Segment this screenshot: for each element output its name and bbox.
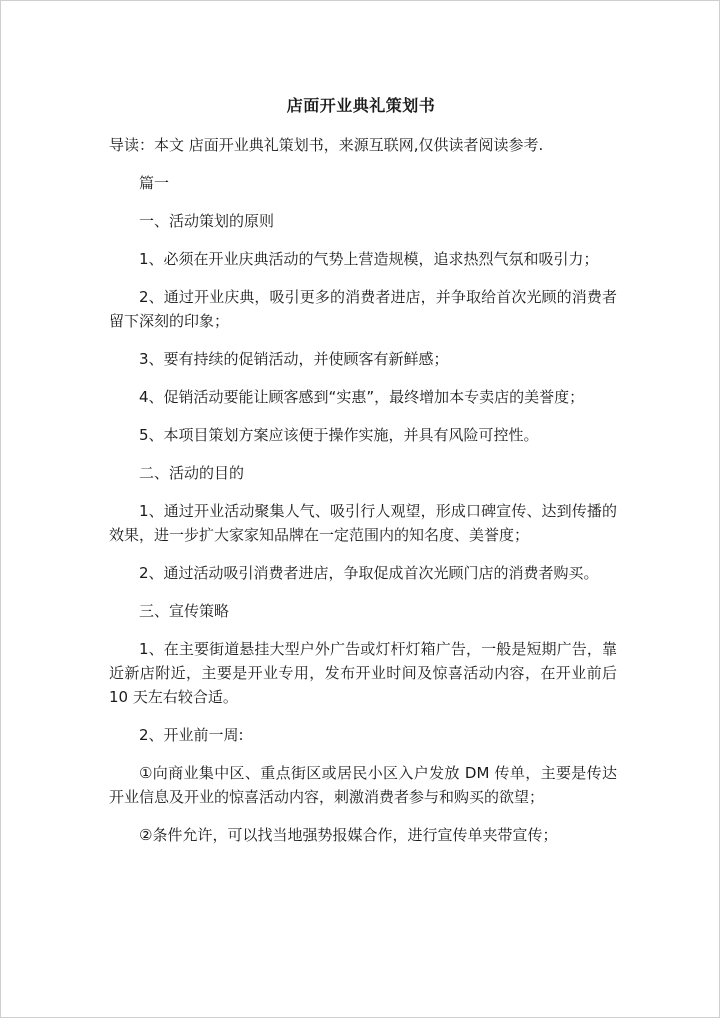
heading-1: 一、活动策划的原则 xyxy=(139,212,275,230)
document-body xyxy=(109,133,617,847)
paragraph: 2、通过开业庆典，吸引更多的消费者进店，并争取给首次光顾的消费者留下深刻的印象； xyxy=(109,288,617,330)
paragraph: 4、促销活动要能让顾客感到“实惠”，最终增加本专卖店的美誉度； xyxy=(139,388,585,406)
paragraph: 3、要有持续的促销活动，并使顾客有新鲜感； xyxy=(139,350,449,368)
paragraph: 1、通过开业活动聚集人气、吸引行人观望，形成口碑宣传、达到传播的效果，进一步扩大家家知品牌在一定范围内的知名度、美誉度； xyxy=(109,502,617,544)
paragraph: 1、在主要街道悬挂大型户外广告或灯杆灯箱广告，一般是短期广告，靠近新店附近，主要是开业专用，发布开业时间及惊喜活动内容，在开业前后 10 天左右较合适。 xyxy=(109,640,617,706)
document-title: 店面开业典礼策划书 xyxy=(286,96,436,115)
paragraph: ②条件允许，可以找当地强势报媒合作，进行宣传单夹带宣传； xyxy=(139,826,558,844)
intro-paragraph: 导读：本文 店面开业典礼策划书，来源互联网,仅供读者阅读参考. xyxy=(109,136,544,154)
section-label: 篇一 xyxy=(139,174,170,192)
paragraph: 5、本项目策划方案应该便于操作实施，并具有风险可控性。 xyxy=(139,426,539,444)
paragraph: 2、通过活动吸引消费者进店，争取促成首次光顾门店的消费者购买。 xyxy=(139,564,599,582)
paragraph: ①向商业集中区、重点街区或居民小区入户发放 DM 传单，主要是传达开业信息及开业的惊喜活动内容，刺激消费者参与和购买的欲望； xyxy=(109,764,617,806)
heading-3: 三、宣传策略 xyxy=(139,602,230,620)
paragraph: 2、开业前一周: xyxy=(139,726,244,744)
paragraph: 1、必须在开业庆典活动的气势上营造规模，追求热烈气氛和吸引力； xyxy=(139,250,599,268)
heading-2: 二、活动的目的 xyxy=(139,464,245,482)
